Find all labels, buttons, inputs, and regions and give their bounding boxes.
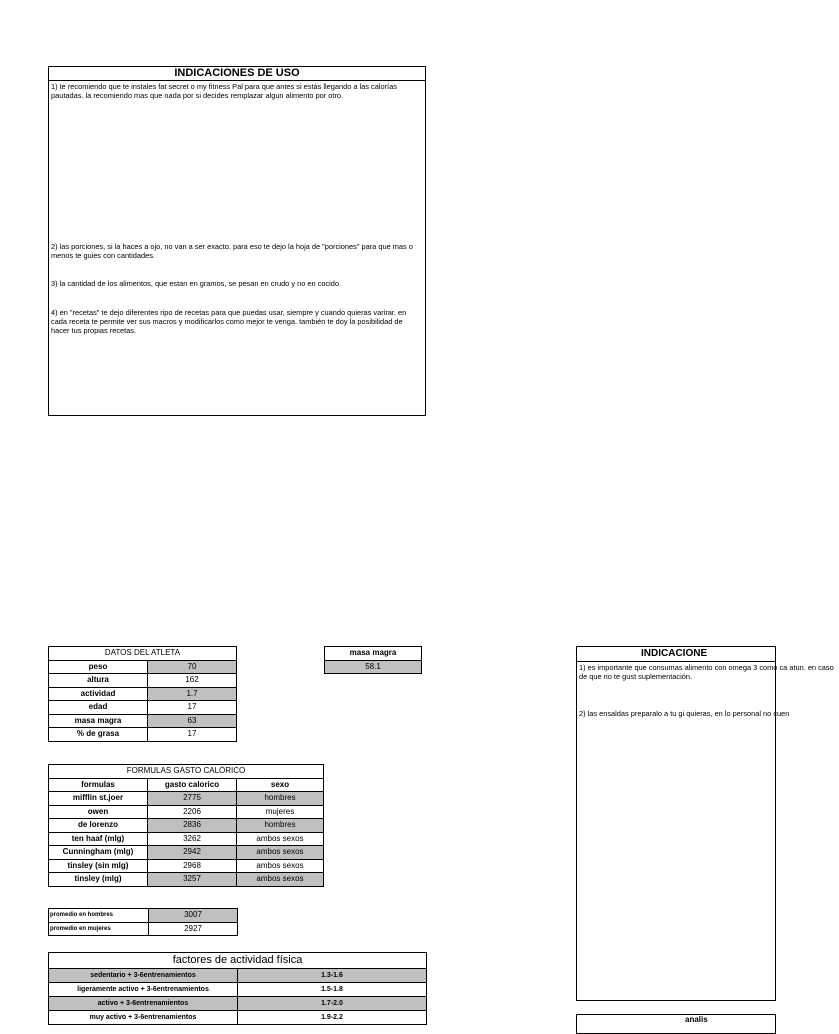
formula-sexo: ambos sexos	[237, 832, 324, 846]
datos-label-actividad: actividad	[49, 687, 148, 701]
table-row	[49, 909, 238, 923]
formula-sexo: mujeres	[237, 805, 324, 819]
factor-label: muy activo + 3-6entrenamientos	[49, 1011, 238, 1025]
datos-atleta-title: DATOS DEL ATLETA	[49, 647, 237, 661]
formula-sexo: ambos sexos	[237, 859, 324, 873]
table-row	[49, 805, 324, 819]
table-row	[49, 997, 427, 1011]
formula-value: 2206	[148, 805, 237, 819]
formula-name: de lorenzo	[49, 819, 148, 833]
indicacion-1: 1) te recomiendo que te instales fat secret o my fitness Pal para que antes si estás llegando a las calorías pautadas. la recomiendo mas que nada por si decides remplazar algun alimento por otro.	[51, 82, 397, 101]
formulas-title: FORMULAS GASTO CALÓRICO	[49, 765, 324, 779]
factores-table	[48, 952, 427, 1025]
promedio-value-hombres: 3007	[149, 909, 238, 923]
promedios-table	[48, 908, 238, 936]
table-row	[49, 819, 324, 833]
formula-name: owen	[49, 805, 148, 819]
factor-value: 1.5-1.8	[238, 983, 427, 997]
formulas-table	[48, 764, 324, 887]
indicaciones-title: INDICACIONES DE USO	[49, 67, 425, 81]
masa-magra-value[interactable]: 58.1	[325, 660, 422, 674]
promedio-label-mujeres: promedio en mujeres	[49, 922, 149, 936]
datos-label-grasa: % de grasa	[49, 728, 148, 742]
datos-label-edad: edad	[49, 701, 148, 715]
formula-value: 3262	[148, 832, 237, 846]
datos-label-altura: altura	[49, 674, 148, 688]
indicaciones-box	[48, 66, 426, 416]
datos-value-peso[interactable]: 70	[148, 660, 237, 674]
table-row	[49, 969, 427, 983]
formula-sexo: hombres	[237, 792, 324, 806]
indicacion-3: 3) la cantidad de los alimentos, que estan en gramos, se pesan en crudo y no en cocido.	[51, 279, 342, 288]
factor-label: ligeramente activo + 3-6entrenamientos	[49, 983, 238, 997]
formula-name: Cunningham (mlg)	[49, 846, 148, 860]
table-row	[49, 701, 237, 715]
formulas-header-sexo: sexo	[237, 778, 324, 792]
factor-label: activo + 3-6entrenamientos	[49, 997, 238, 1011]
table-row	[49, 859, 324, 873]
formulas-header-formulas: formulas	[49, 778, 148, 792]
analisis-title: analis	[685, 1015, 708, 1024]
table-row	[49, 846, 324, 860]
datos-value-grasa[interactable]: 17	[148, 728, 237, 742]
formulas-header-gasto: gasto calorico	[148, 778, 237, 792]
indicacion-2-2: 2) las ensaldas preparalo a tu gi quieras, en lo personal no cuen	[579, 709, 790, 718]
datos-value-actividad[interactable]: 1.7	[148, 687, 237, 701]
formula-value: 2942	[148, 846, 237, 860]
masa-magra-table	[324, 646, 422, 674]
indicacion-4: 4) en "recetas" te dejo diferentes ripo de recetas para que puedas usar, siempre y cuando quieras varirar. en cada receta te permite ver sus macros y modificarlos como mejor te venga. también te doy la posibilidad de hacer tus propias recetas.	[51, 308, 407, 336]
datos-value-altura[interactable]: 162	[148, 674, 237, 688]
table-row	[49, 832, 324, 846]
table-row	[49, 660, 237, 674]
table-row	[49, 728, 237, 742]
promedio-value-mujeres: 2927	[149, 922, 238, 936]
formula-name: mifflin st.joer	[49, 792, 148, 806]
table-row	[49, 674, 237, 688]
table-row	[49, 983, 427, 997]
datos-value-edad[interactable]: 17	[148, 701, 237, 715]
factor-value: 1.7-2.0	[238, 997, 427, 1011]
datos-label-masa-magra: masa magra	[49, 714, 148, 728]
masa-magra-title: masa magra	[325, 647, 422, 661]
formula-name: tinsley (mlg)	[49, 873, 148, 887]
formula-value: 2968	[148, 859, 237, 873]
factor-value: 1.9-2.2	[238, 1011, 427, 1025]
factor-label: sedentario + 3-6entrenamientos	[49, 969, 238, 983]
indicaciones-2-title: INDICACIONE	[577, 647, 775, 662]
datos-value-masa-magra[interactable]: 63	[148, 714, 237, 728]
indicacion-2: 2) las porciones, si la haces a ojo, no van a ser exacto. para eso te dejo la hoja de "porciones" para que mas o menos te guies con cantidades.	[51, 242, 413, 261]
table-row	[49, 873, 324, 887]
indicaciones-box-2	[576, 646, 834, 1001]
table-row	[49, 1011, 427, 1025]
analisis-box	[576, 1014, 776, 1034]
formula-value: 3257	[148, 873, 237, 887]
formula-name: ten haaf (mlg)	[49, 832, 148, 846]
formula-name: tinsley (sin mlg)	[49, 859, 148, 873]
formula-value: 2775	[148, 792, 237, 806]
formula-sexo: hombres	[237, 819, 324, 833]
datos-atleta-table	[48, 646, 237, 742]
table-row	[49, 714, 237, 728]
formula-value: 2836	[148, 819, 237, 833]
table-row	[49, 687, 237, 701]
datos-label-peso: peso	[49, 660, 148, 674]
factores-title: factores de actividad física	[49, 953, 427, 969]
table-row	[49, 792, 324, 806]
formula-sexo: ambos sexos	[237, 873, 324, 887]
promedio-label-hombres: promedio en hombres	[49, 909, 149, 923]
factor-value: 1.3-1.6	[238, 969, 427, 983]
formula-sexo: ambos sexos	[237, 846, 324, 860]
table-row	[49, 922, 238, 936]
indicacion-2-1: 1) es importante que consumas alimento con omega 3 como ca atun. en caso de que no te gust suplementación.	[579, 663, 834, 682]
